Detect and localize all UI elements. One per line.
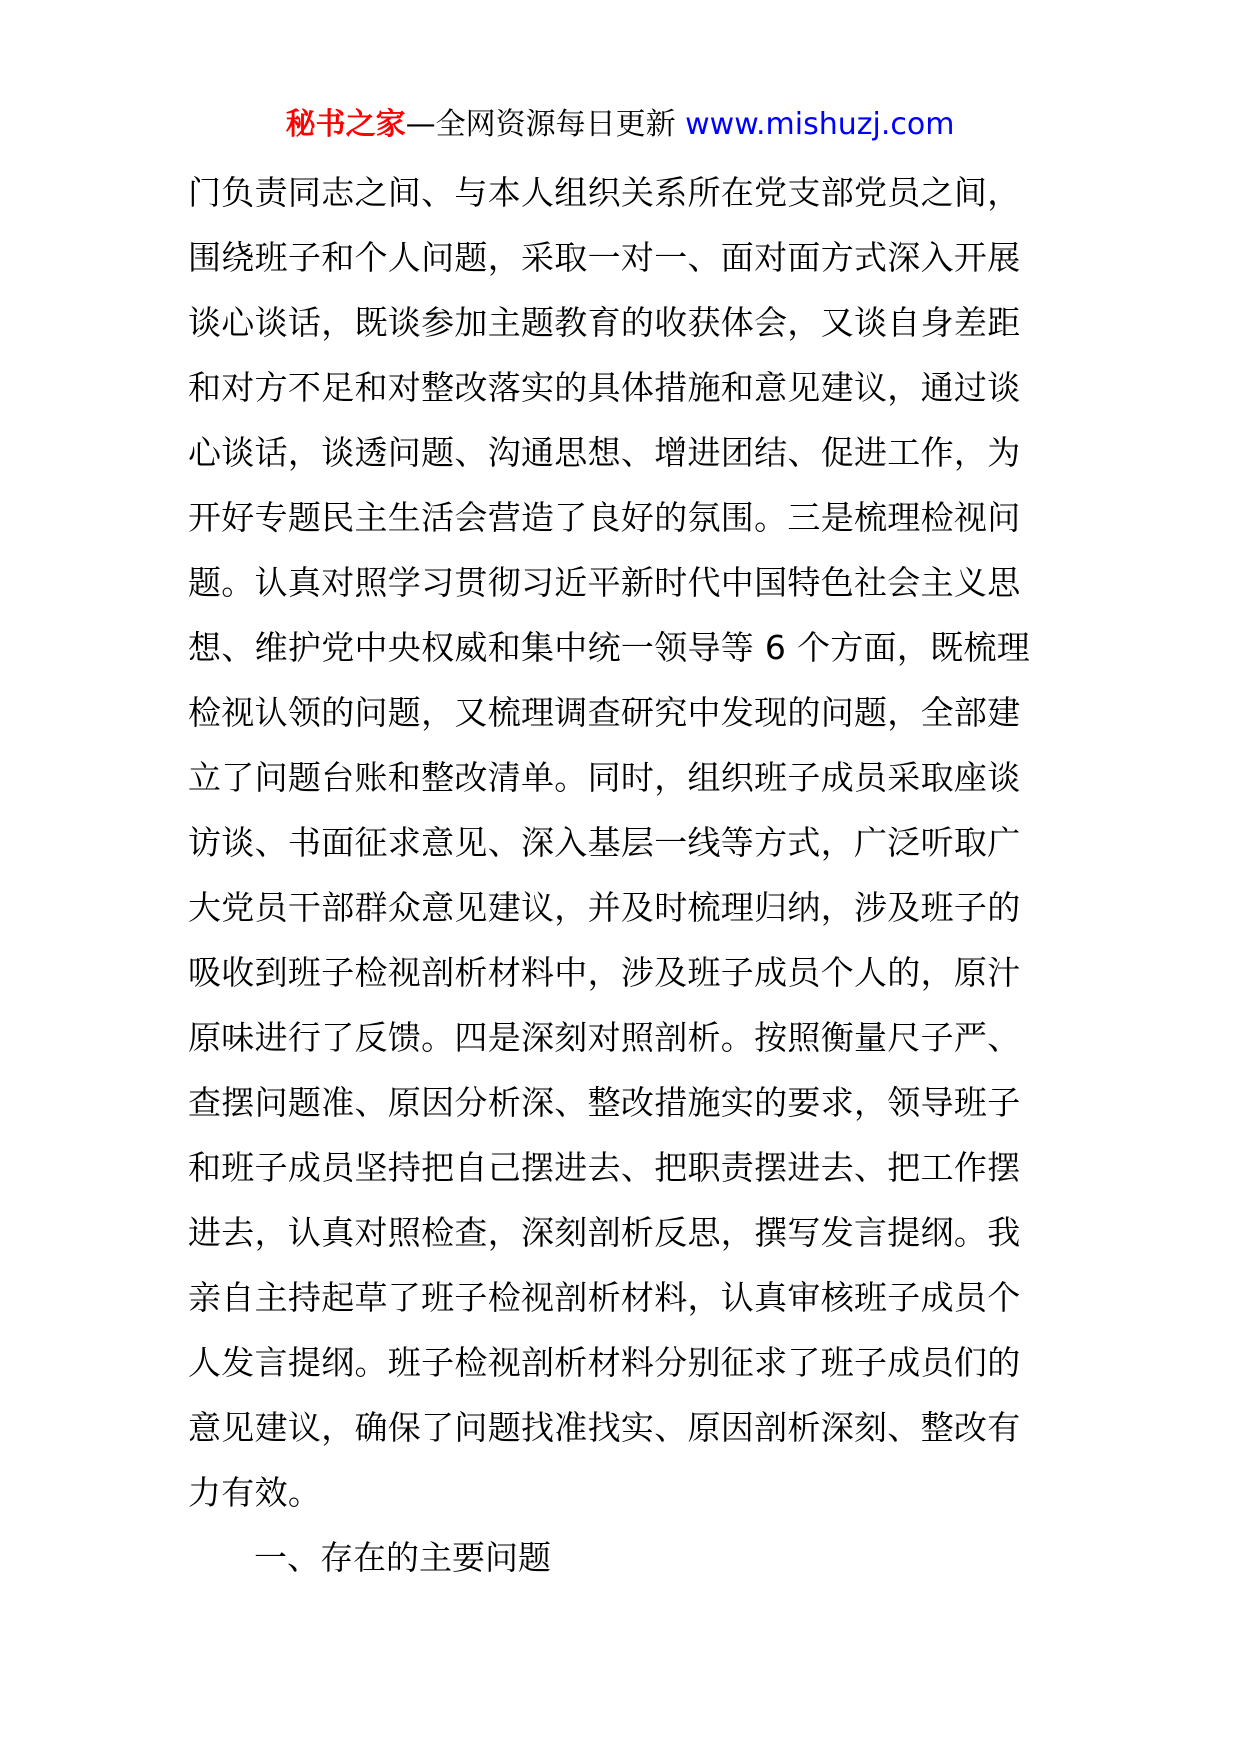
body-line: 谈心谈话，既谈参加主题教育的收获体会，又谈自身差距 (188, 303, 1021, 342)
section-heading: 一、存在的主要问题 (254, 1538, 551, 1577)
body-line: 想、维护党中央权威和集中统一领导等 6 个方面，既梳理 (188, 628, 1031, 667)
site-tagline: —全网资源每日更新 (405, 107, 676, 142)
body-line: 查摆问题准、原因分析深、整改措施实的要求，领导班子 (188, 1083, 1021, 1122)
body-line: 人发言提纲。班子检视剖析材料分别征求了班子成员们的 (188, 1343, 1021, 1382)
body-line: 大党员干部群众意见建议，并及时梳理归纳，涉及班子的 (188, 888, 1021, 927)
body-line: 进去，认真对照检查，深刻剖析反思，撰写发言提纲。我 (188, 1213, 1021, 1252)
body-line: 原味进行了反馈。四是深刻对照剖析。按照衡量尺子严、 (188, 1018, 1021, 1057)
body-line: 心谈话，谈透问题、沟通思想、增进团结、促进工作，为 (188, 433, 1021, 472)
body-line: 题。认真对照学习贯彻习近平新时代中国特色社会主义思 (188, 563, 1021, 602)
body-line: 和对方不足和对整改落实的具体措施和意见建议，通过谈 (188, 368, 1021, 407)
body-line: 访谈、书面征求意见、深入基层一线等方式，广泛听取广 (188, 823, 1021, 862)
body-line: 吸收到班子检视剖析材料中，涉及班子成员个人的，原汁 (188, 953, 1021, 992)
body-line: 立了问题台账和整改清单。同时，组织班子成员采取座谈 (188, 758, 1021, 797)
body-line: 围绕班子和个人问题，采取一对一、面对面方式深入开展 (188, 238, 1021, 277)
site-header (0, 100, 1240, 150)
site-url-link[interactable]: www.mishuzj.com (685, 107, 955, 142)
body-line: 门负责同志之间、与本人组织关系所在党支部党员之间， (188, 173, 1021, 212)
site-brand: 秘书之家 (285, 107, 406, 142)
body-line: 和班子成员坚持把自己摆进去、把职责摆进去、把工作摆 (188, 1148, 1021, 1187)
document-body (188, 160, 1068, 1590)
body-line: 力有效。 (188, 1473, 322, 1512)
body-line: 检视认领的问题，又梳理调查研究中发现的问题，全部建 (188, 693, 1021, 732)
body-line: 意见建议，确保了问题找准找实、原因剖析深刻、整改有 (188, 1408, 1021, 1447)
body-line: 亲自主持起草了班子检视剖析材料，认真审核班子成员个 (188, 1278, 1021, 1317)
body-line: 开好专题民主生活会营造了良好的氛围。三是梳理检视问 (188, 498, 1021, 537)
